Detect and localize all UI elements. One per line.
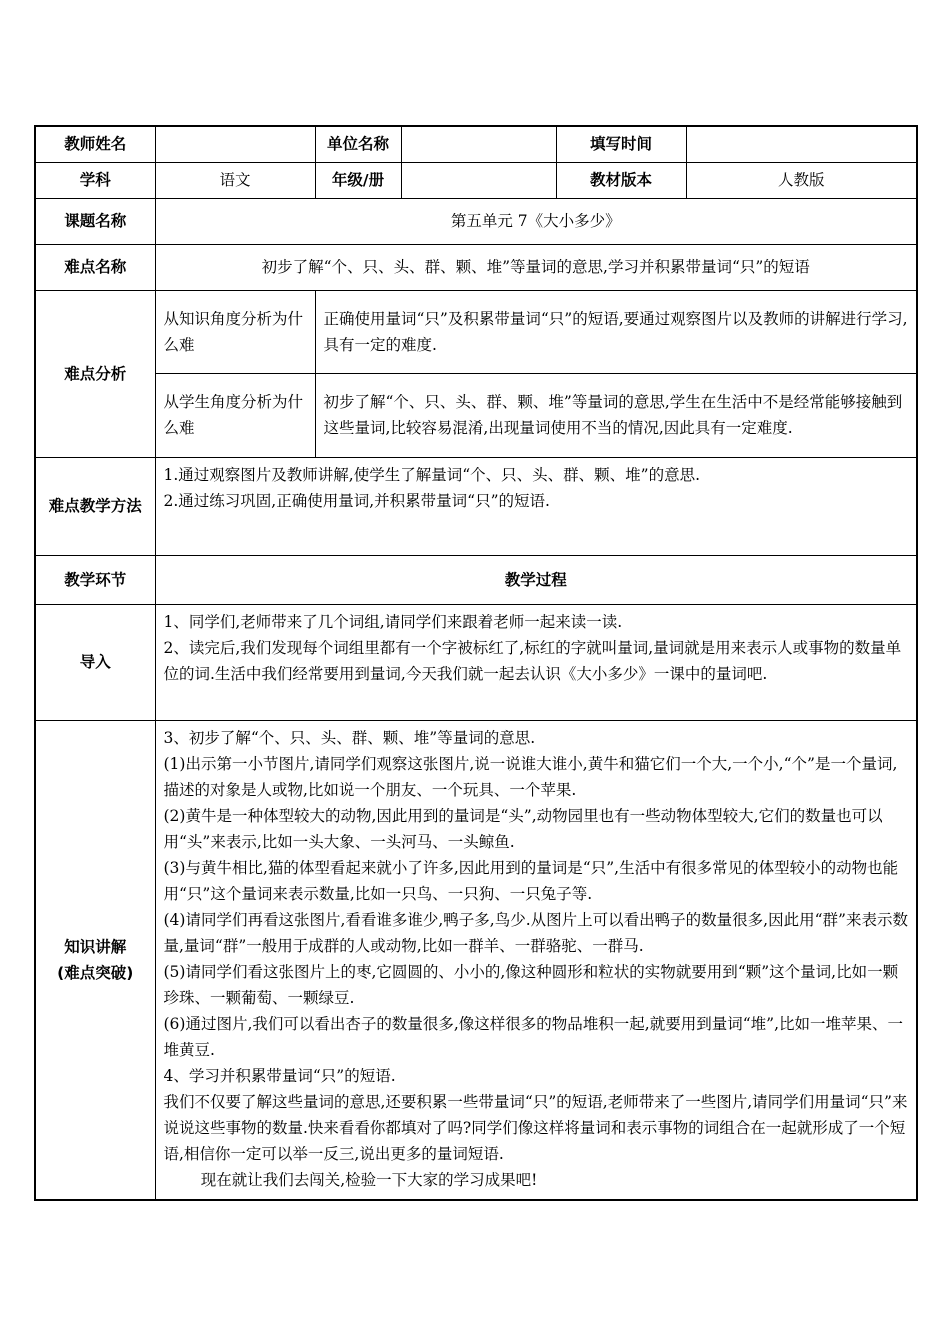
student-angle-text: 初步了解“个、只、头、群、颗、堆”等量词的意思,学生在生活中不是经常能够接触到这些量词,比较容易混淆,出现量词使用不当的情况,因此具有一定难度. — [315, 373, 917, 457]
knowledge-closing: 现在就让我们去闯关,检验一下大家的学习成果吧! — [200, 1170, 538, 1189]
header-row-1 — [35, 126, 917, 162]
topic-label: 课题名称 — [35, 198, 155, 244]
intro-line-1: 1、同学们,老师带来了几个词组,请同学们来跟着老师一起来读一读. — [163, 612, 623, 631]
analysis-row-student — [35, 373, 917, 457]
unit-name-value — [401, 126, 556, 162]
method-line-1: 1.通过观察图片及教师讲解,使学生了解量词“个、只、头、群、颗、堆”的意思. — [163, 465, 700, 484]
intro-content — [155, 604, 917, 720]
intro-label: 导入 — [35, 604, 155, 720]
knowledge-line-3: (2)黄牛是一种体型较大的动物,因此用到的量词是“头”,动物园里也有一些动物体型较大,它们的数量也可以用“头”来表示,比如一头大象、一头河马、一头鲸鱼. — [163, 806, 883, 851]
student-angle-label: 从学生角度分析为什么难 — [155, 373, 315, 457]
intro-line-2: 2、读完后,我们发现每个词组里都有一个字被标红了,标红的字就叫量词,量词就是用来表示人或事物的数量单位的词.生活中我们经常要用到量词,今天我们就一起去认识《大小多少》一课中的量词吧. — [163, 638, 902, 683]
edition-label: 教材版本 — [556, 162, 686, 198]
lesson-plan-table — [34, 125, 918, 1201]
knowledge-row — [35, 720, 917, 1200]
method-row — [35, 457, 917, 555]
knowledge-line-4: (3)与黄牛相比,猫的体型看起来就小了许多,因此用到的量词是“只”,生活中有很多常见的体型较小的动物也能用“只”这个量词来表示数量,比如一只鸟、一只狗、一只兔子等. — [163, 858, 899, 903]
edition-value: 人教版 — [686, 162, 917, 198]
header-row-2 — [35, 162, 917, 198]
process-header-row — [35, 555, 917, 604]
knowledge-label — [35, 720, 155, 1200]
analysis-label: 难点分析 — [35, 290, 155, 457]
method-label: 难点教学方法 — [35, 457, 155, 555]
fill-date-value — [686, 126, 917, 162]
topic-row — [35, 198, 917, 244]
knowledge-line-1: 3、初步了解“个、只、头、群、颗、堆”等量词的意思. — [163, 728, 536, 747]
method-line-2: 2.通过练习巩固,正确使用量词,并积累带量词“只”的短语. — [163, 491, 550, 510]
subject-value: 语文 — [155, 162, 315, 198]
subject-label: 学科 — [35, 162, 155, 198]
teacher-name-label: 教师姓名 — [35, 126, 155, 162]
teacher-name-value — [155, 126, 315, 162]
knowledge-content — [155, 720, 917, 1200]
process-header: 教学过程 — [155, 555, 917, 604]
knowledge-line-2: (1)出示第一小节图片,请同学们观察这张图片,说一说谁大谁小,黄牛和猫它们一个大,一个小,“个”是一个量词,描述的对象是人或物,比如说一个朋友、一个玩具、一个苹果. — [163, 754, 898, 799]
knowledge-angle-label: 从知识角度分析为什么难 — [155, 290, 315, 373]
knowledge-line-6: (5)请同学们看这张图片上的枣,它圆圆的、小小的,像这种圆形和粒状的实物就要用到“颗”这个量词,比如一颗珍珠、一颗葡萄、一颗绿豆. — [163, 962, 899, 1007]
unit-name-label: 单位名称 — [315, 126, 401, 162]
stage-header: 教学环节 — [35, 555, 155, 604]
difficulty-row — [35, 244, 917, 290]
difficulty-label: 难点名称 — [35, 244, 155, 290]
grade-value — [401, 162, 556, 198]
topic-value: 第五单元 7《大小多少》 — [155, 198, 917, 244]
analysis-row-knowledge — [35, 290, 917, 373]
knowledge-line-7: (6)通过图片,我们可以看出杏子的数量很多,像这样很多的物品堆积一起,就要用到量词“堆”,比如一堆苹果、一堆黄豆. — [163, 1014, 904, 1059]
knowledge-angle-text: 正确使用量词“只”及积累带量词“只”的短语,要通过观察图片以及教师的讲解进行学习,具有一定的难度. — [315, 290, 917, 373]
method-content — [155, 457, 917, 555]
fill-date-label: 填写时间 — [556, 126, 686, 162]
grade-label: 年级/册 — [315, 162, 401, 198]
knowledge-line-5: (4)请同学们再看这张图片,看看谁多谁少,鸭子多,鸟少.从图片上可以看出鸭子的数量很多,因此用“群”来表示数量,量词“群”一般用于成群的人或动物,比如一群羊、一群骆驼、一群马. — [163, 910, 908, 955]
intro-row — [35, 604, 917, 720]
knowledge-line-8: 4、学习并积累带量词“只”的短语. — [163, 1066, 396, 1085]
knowledge-line-9: 我们不仅要了解这些量词的意思,还要积累一些带量词“只”的短语,老师带来了一些图片,请同学们用量词“只”来说说这些事物的数量.快来看看你都填对了吗?同学们像这样将量词和表示事物的词组合在一起就形成了一个短语,相信你一定可以举一反三,说出更多的量词短语. — [163, 1092, 908, 1163]
difficulty-value: 初步了解“个、只、头、群、颗、堆”等量词的意思,学习并积累带量词“只”的短语 — [155, 244, 917, 290]
knowledge-label-line-1: 知识讲解 — [64, 937, 127, 956]
knowledge-label-line-2: (难点突破) — [57, 963, 134, 982]
